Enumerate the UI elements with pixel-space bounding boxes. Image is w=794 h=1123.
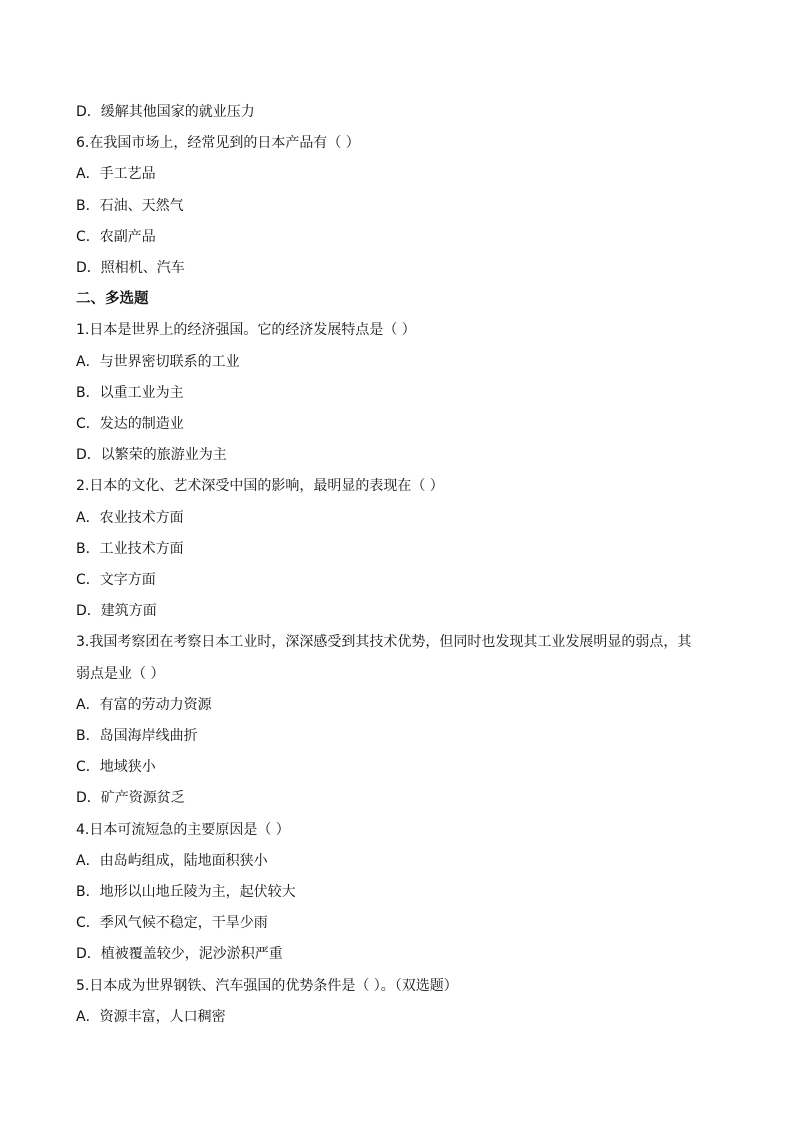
question-line-continued: 弱点是业（ ） [76,665,165,682]
question-line: 4.日本可流短急的主要原因是（ ） [76,821,290,838]
option-line: D．缓解其他国家的就业压力 [76,104,255,120]
option-line: D．照相机、汽车 [76,260,185,277]
option-line: C．文字方面 [76,572,156,589]
option-line: B．地形以山地丘陵为主，起伏较大 [76,884,296,901]
option-line: A．与世界密切联系的工业 [76,353,240,370]
option-line: B．岛国海岸线曲折 [76,728,198,745]
option-line: A．有富的劳动力资源 [76,696,212,713]
question-line: 3.我国考察团在考察日本工业时，深深感受到其技术优势，但同时也发现其工业发展明显的弱点，其 [76,634,692,651]
option-line: B．工业技术方面 [76,540,184,557]
option-line: C．农副产品 [76,228,156,245]
option-line: B．石油、天然气 [76,197,184,214]
option-line: D．以繁荣的旅游业为主 [76,447,227,464]
question-line: 5.日本成为世界钢铁、汽车强国的优势条件是（ ）。（双选题） [76,977,458,994]
option-line: C．地域狭小 [76,759,156,776]
section-heading: 二、多选题 [76,291,149,308]
option-line: D．植被覆盖较少，泥沙淤积严重 [76,946,283,963]
option-line: B．以重工业为主 [76,384,184,401]
option-line: A．农业技术方面 [76,509,184,526]
option-line: C．季风气候不稳定，干旱少雨 [76,915,268,932]
option-line: A．资源丰富，人口稠密 [76,1008,226,1025]
question-line: 2.日本的文化、艺术深受中国的影响，最明显的表现在（ ） [76,478,444,495]
option-line: D．建筑方面 [76,603,157,620]
question-line: 1.日本是世界上的经济强国。它的经济发展特点是（ ） [76,322,416,339]
option-line: A．由岛屿组成，陆地面积狭小 [76,852,268,869]
option-line: D．矿产资源贫乏 [76,790,185,807]
option-line: C．发达的制造业 [76,416,184,433]
question-line: 6.在我国市场上，经常见到的日本产品有（ ） [76,135,360,152]
option-line: A．手工艺品 [76,166,156,183]
document-content [76,97,726,1033]
